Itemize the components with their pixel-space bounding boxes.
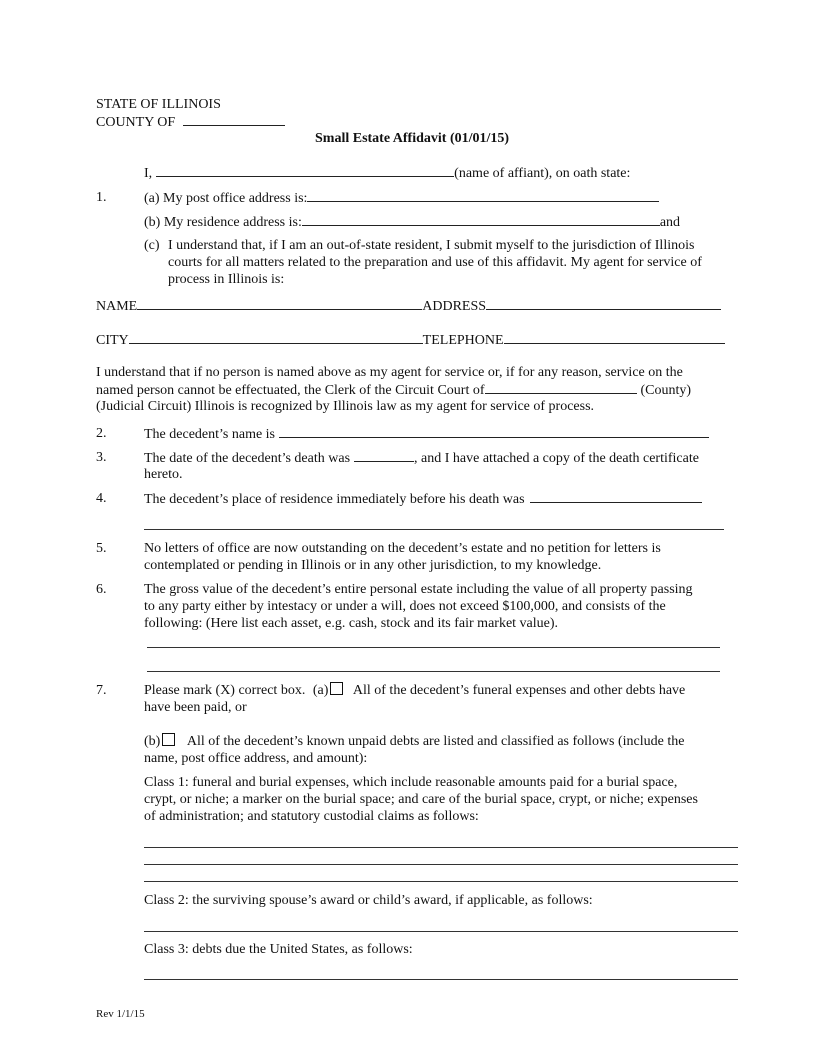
residence-continuation-line[interactable] — [144, 529, 724, 530]
post-office-label: (a) My post office address is: — [144, 191, 308, 206]
option-a-line2: have been paid, or — [144, 700, 247, 715]
death-certificate-text: , and I have attached a copy of the death certificate — [414, 451, 699, 466]
county-label: COUNTY OF — [96, 115, 176, 130]
class1-entry-line-3[interactable] — [144, 881, 738, 882]
item6-number: 6. — [96, 582, 107, 597]
residence-before-death-field[interactable] — [530, 490, 702, 503]
agent-name-label: NAME — [96, 299, 138, 314]
item3-number: 3. — [96, 450, 107, 465]
option-a-label: (a) — [312, 683, 329, 698]
agent-telephone-label: TELEPHONE — [422, 333, 504, 348]
item6-line2: to any party either by intestacy or under a will, does not exceed $100,000, and consists of the — [144, 599, 666, 614]
option-b-line2: name, post office address, and amount): — [144, 751, 368, 766]
clerk-line1: I understand that if no person is named above as my agent for service or, if for any reason, service on the — [96, 365, 683, 380]
agent-name-field[interactable] — [137, 297, 422, 310]
assets-line-1[interactable] — [147, 647, 720, 648]
affiant-prefix: I, — [144, 166, 153, 181]
class3-text: Class 3: debts due the United States, as follows: — [144, 942, 413, 957]
class1-entry-line-2[interactable] — [144, 864, 738, 865]
item3-line1 — [144, 449, 699, 467]
item1-number: 1. — [96, 190, 107, 205]
county-field[interactable] — [183, 113, 285, 126]
decedent-name-label: The decedent’s name is — [144, 427, 276, 442]
residence-before-death-label: The decedent’s place of residence immediately before his death was — [144, 492, 525, 507]
post-office-address-field[interactable] — [307, 189, 659, 202]
agent-address-label: ADDRESS — [422, 299, 487, 314]
agent-city-line — [96, 331, 725, 349]
option-b-label: (b) — [144, 734, 161, 749]
agent-name-line — [96, 297, 721, 315]
item1-c-line3: process in Illinois is: — [168, 272, 285, 287]
item6-line3: following: (Here list each asset, e.g. cash, stock and its fair market value). — [144, 616, 559, 631]
agent-city-label: CITY — [96, 333, 129, 348]
clerk-line3: (Judicial Circuit) Illinois is recognized by Illinois law as my agent for service of process. — [96, 399, 595, 414]
death-date-field[interactable] — [354, 449, 414, 462]
item1-b-line — [144, 213, 680, 231]
item1-a-line — [144, 189, 659, 207]
clerk-county-field[interactable] — [485, 381, 637, 394]
residence-label: (b) My residence address is: — [144, 215, 302, 230]
class1-line2: crypt, or niche; a marker on the burial space; and care of the burial space, crypt, or niche; expenses — [144, 792, 698, 807]
item7-number: 7. — [96, 683, 107, 698]
residence-suffix: and — [659, 215, 681, 230]
item4-number: 4. — [96, 491, 107, 506]
assets-line-2[interactable] — [147, 671, 720, 672]
item7-line1 — [144, 682, 685, 699]
item5-line1: No letters of office are now outstanding on the decedent’s estate and no petition for letters is — [144, 541, 661, 556]
option-b-checkbox[interactable] — [162, 733, 175, 746]
class1-line3: of administration; and statutory custodial claims as follows: — [144, 809, 479, 824]
clerk-line2 — [96, 381, 691, 399]
class1-line1: Class 1: funeral and burial expenses, which include reasonable amounts paid for a burial space, — [144, 775, 678, 790]
class2-text: Class 2: the surviving spouse’s award or child’s award, if applicable, as follows: — [144, 893, 593, 908]
affiant-name-field[interactable] — [156, 164, 454, 177]
item2-number: 2. — [96, 426, 107, 441]
item2-line — [144, 425, 709, 443]
option-b-text: All of the decedent’s known unpaid debts are listed and classified as follows (include the — [186, 734, 685, 749]
agent-address-field[interactable] — [486, 297, 721, 310]
option-a-checkbox[interactable] — [330, 682, 343, 695]
item6-line1: The gross value of the decedent’s entire personal estate including the value of all property passing — [144, 582, 693, 597]
item1-c-line1: I understand that, if I am an out-of-state resident, I submit myself to the jurisdiction of Illinois — [168, 238, 695, 253]
affiant-line — [144, 164, 630, 182]
revision-footer: Rev 1/1/15 — [96, 1008, 145, 1020]
item4-line — [144, 490, 702, 508]
affiant-suffix: (name of affiant), on oath state: — [454, 166, 631, 181]
agent-city-field[interactable] — [129, 331, 423, 344]
clerk-line2-text: named person cannot be effectuated, the Clerk of the Circuit Court of — [96, 383, 485, 398]
class1-entry-line-1[interactable] — [144, 847, 738, 848]
option-a-text: All of the decedent’s funeral expenses and other debts have — [352, 683, 686, 698]
county-line — [96, 113, 285, 131]
item1-c-label: (c) — [144, 238, 160, 253]
item1-c-line2: courts for all matters related to the preparation and use of this affidavit. My agent for service of — [168, 255, 702, 270]
decedent-name-field[interactable] — [279, 425, 709, 438]
state-heading: STATE OF ILLINOIS — [96, 97, 221, 112]
item5-line2: contemplated or pending in Illinois or in any other jurisdiction, to my knowledge. — [144, 558, 602, 573]
death-date-label: The date of the decedent’s death was — [144, 451, 351, 466]
item3-line2: hereto. — [144, 467, 183, 482]
item5-number: 5. — [96, 541, 107, 556]
option-b-line1 — [144, 733, 684, 750]
class3-entry-line[interactable] — [144, 979, 738, 980]
agent-telephone-field[interactable] — [504, 331, 725, 344]
clerk-county-suffix: (County) — [640, 383, 692, 398]
residence-address-field[interactable] — [302, 213, 660, 226]
mark-instructions: Please mark (X) correct box. — [144, 683, 306, 698]
class2-entry-line[interactable] — [144, 931, 738, 932]
form-title: Small Estate Affidavit (01/01/15) — [315, 131, 510, 146]
